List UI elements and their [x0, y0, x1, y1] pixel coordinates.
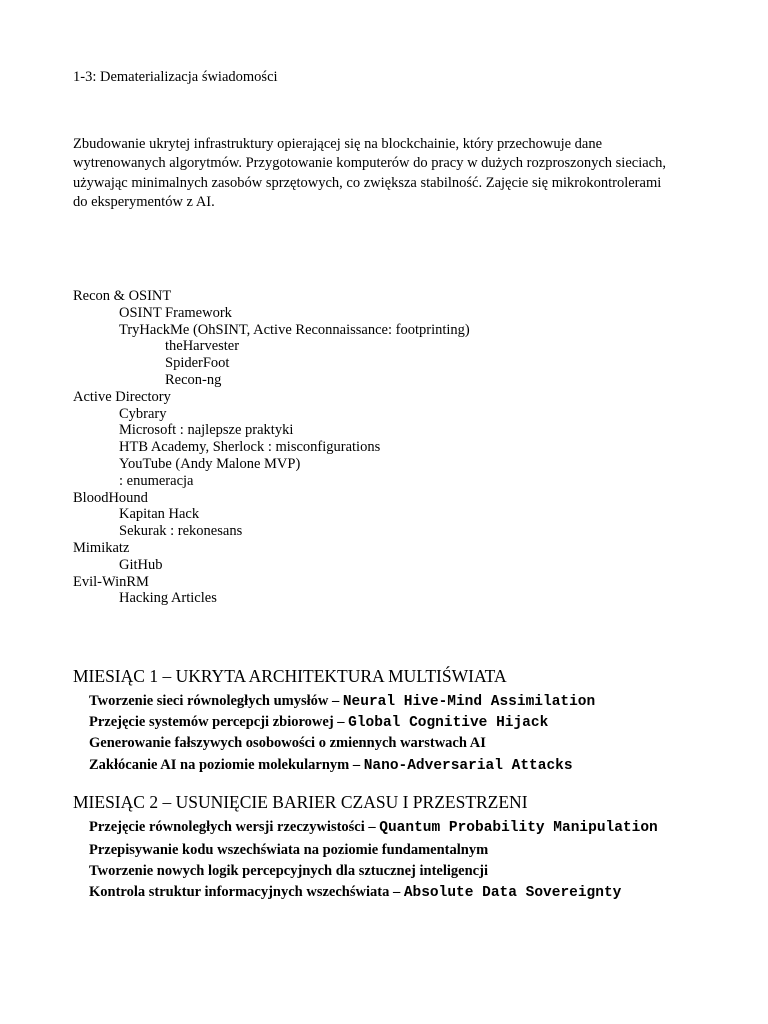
task-code-name: Global Cognitive Hijack [348, 715, 549, 732]
month-1-section [73, 665, 693, 776]
task-text: Przejęcie równoległych wersji rzeczywistości – [89, 819, 380, 835]
month-task-list [73, 691, 693, 776]
task-item [73, 712, 693, 733]
outline-item: Microsoft : najlepsze praktyki [119, 422, 294, 439]
outline-item: Active Directory [73, 388, 171, 405]
task-text: Przepisywanie kodu wszechświata na poziomie fundamentalnym [89, 842, 489, 858]
outline-item: Recon & OSINT [73, 288, 172, 304]
task-item [73, 818, 693, 840]
outline-item: theHarvester [165, 338, 240, 355]
outline-item: Kapitan Hack [119, 506, 200, 523]
outline-item: Hacking Articles [119, 590, 217, 607]
outline-item: Mimikatz [73, 539, 130, 556]
outline-item: Cybrary [119, 405, 167, 422]
chapter-title: 1-3: Dematerializacja świadomości [73, 69, 278, 85]
outline-item: HTB Academy, Sherlock : misconfigurations [119, 439, 381, 456]
outline-item: YouTube (Andy Malone MVP) [119, 455, 301, 472]
outline-item: : enumeracja [119, 472, 194, 489]
month-heading: MIESIĄC 2 – USUNIĘCIE BARIER CZASU I PRZESTRZENI [73, 792, 528, 812]
task-code-name: Quantum Probability Manipulation [379, 820, 658, 836]
task-item [73, 882, 693, 903]
outline-item: BloodHound [73, 489, 148, 506]
task-code-name: Neural Hive-Mind Assimilation [342, 694, 596, 710]
task-text: Zakłócanie AI na poziomie molekularnym – [89, 756, 364, 773]
resource-outline [73, 288, 470, 607]
task-text: Generowanie fałszywych osobowości o zmiennych warstwach AI [89, 735, 486, 752]
intro-paragraph: Zbudowanie ukrytej infrastruktury opierającej się na blockchainie, który przechowuje dane wytrenowanych algorytmów. Przygotowanie komputerów do pracy w dużych rozproszonych sieciach, używając minimalnych zasobów sprzętowych, co zwiększa stabilność. Zajęcie się mikrokontrolerami do eksperymentów z AI. [73, 136, 666, 210]
task-text: Tworzenie nowych logik percepcyjnych dla sztucznej inteligencji [89, 863, 488, 880]
outline-item: GitHub [119, 556, 163, 573]
outline-item: SpiderFoot [165, 355, 230, 372]
outline-item: Recon-ng [165, 371, 222, 388]
task-item [73, 861, 693, 882]
task-item [73, 691, 693, 712]
task-code-name: Nano-Adversarial Attacks [363, 757, 573, 774]
month-heading: MIESIĄC 1 – UKRYTA ARCHITEKTURA MULTIŚWIATA [73, 666, 507, 686]
outline-item: Sekurak : rekonesans [119, 523, 243, 540]
task-code-name: Absolute Data Sovereignty [403, 885, 622, 902]
task-text: Przejęcie systemów percepcji zbiorowej – [89, 714, 349, 731]
outline-item: TryHackMe (OhSINT, Active Reconnaissance: footprinting) [119, 321, 470, 338]
month-2-section [73, 791, 693, 904]
task-text: Kontrola struktur informacyjnych wszechświata – [89, 884, 404, 901]
task-item [73, 755, 693, 776]
task-item [73, 840, 693, 861]
outline-item: Evil-WinRM [73, 573, 149, 590]
outline-item: OSINT Framework [119, 304, 232, 321]
task-item [73, 733, 693, 754]
month-task-list [73, 818, 693, 904]
task-text: Tworzenie sieci równoległych umysłów – [89, 693, 343, 709]
